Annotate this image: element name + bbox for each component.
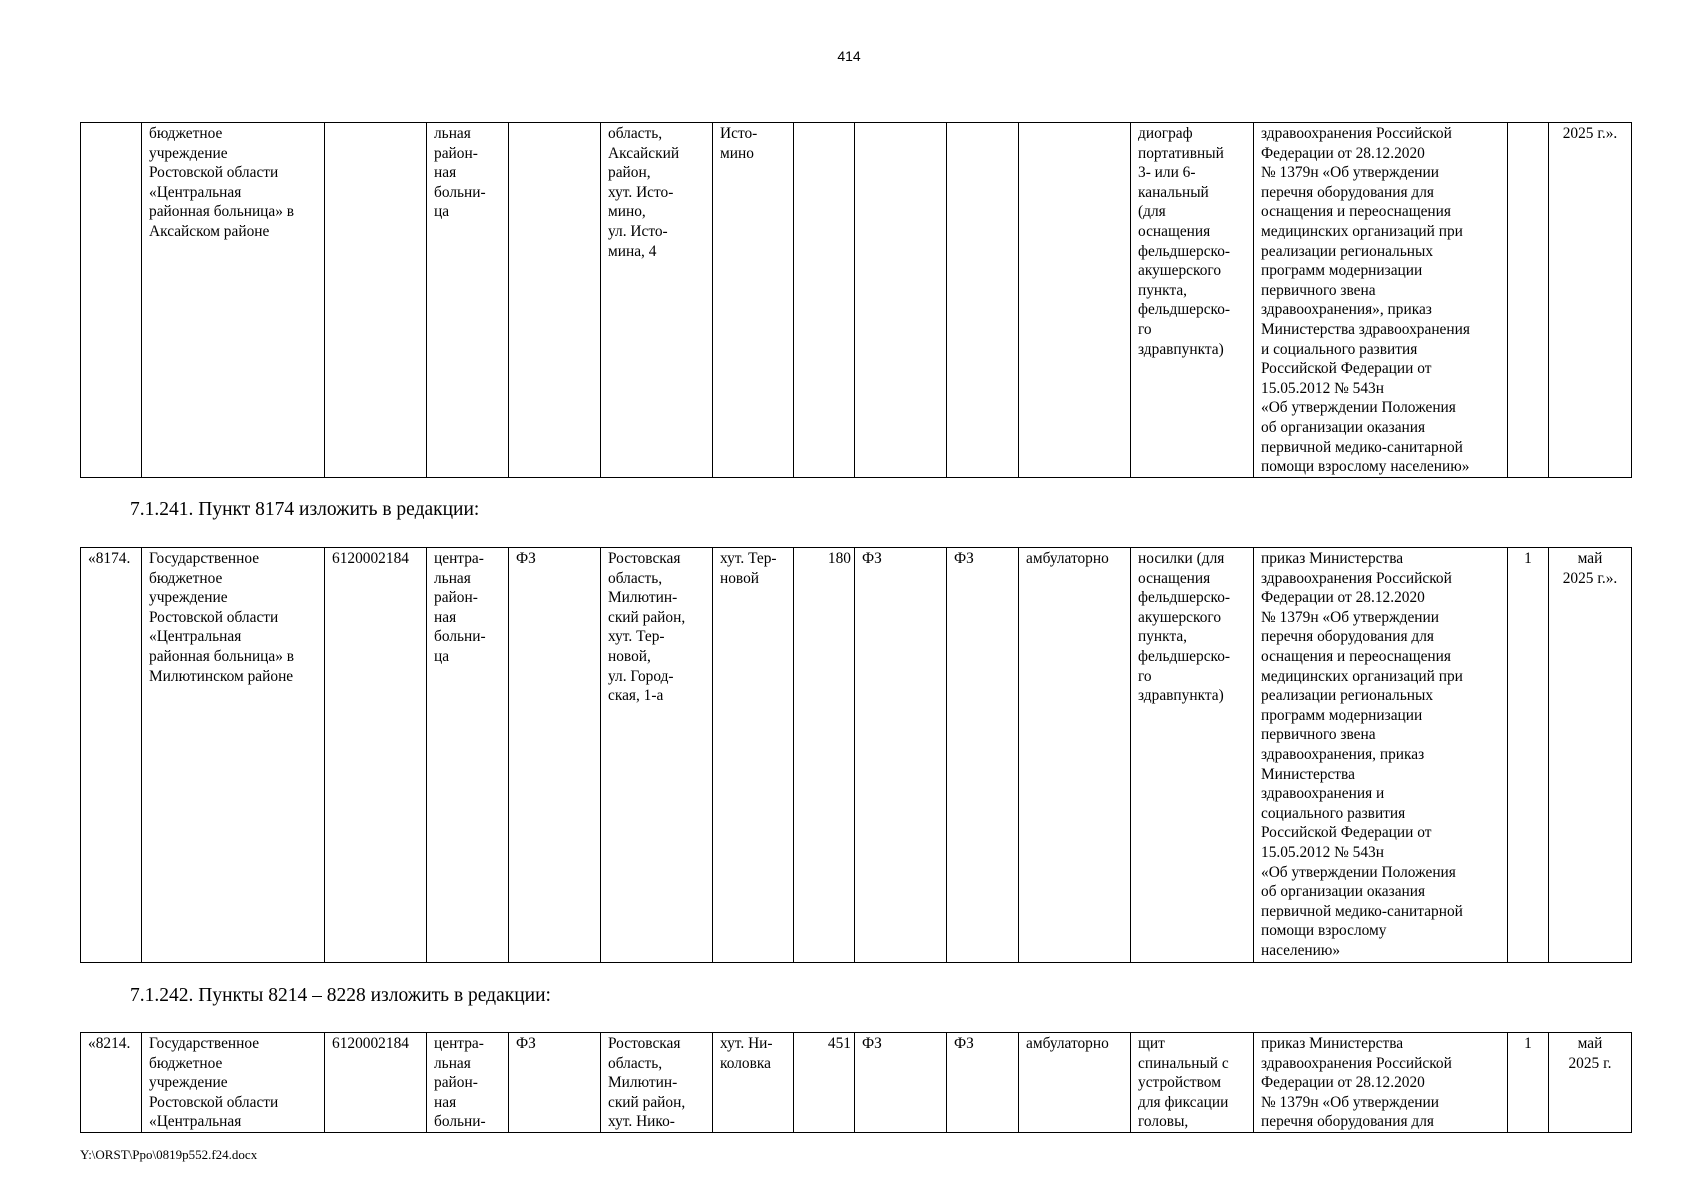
table-row xyxy=(81,123,1632,478)
unit-form-3: ФЗ xyxy=(947,548,1019,963)
locality: Исто- мино xyxy=(713,123,794,478)
deadline: 2025 г.». xyxy=(1549,123,1632,478)
care-conditions: амбулаторно xyxy=(1019,1033,1131,1133)
equipment: щит спинальный с устройством для фиксации головы, xyxy=(1131,1033,1254,1133)
organization-name: Государственное бюджетное учреждение Ростовской области «Центральная районная больница» в Милютинском районе xyxy=(142,548,325,963)
organization-name: Государственное бюджетное учреждение Ростовской области «Центральная xyxy=(142,1033,325,1133)
table-row xyxy=(81,548,1632,963)
deadline: май 2025 г. xyxy=(1549,1033,1632,1133)
row-number xyxy=(81,123,142,478)
equipment: диограф портативный 3- или 6- канальный (для оснащения фельдшерско- акушерского пункта, фельдшерско- го здравпункта) xyxy=(1131,123,1254,478)
address: Ростовская область, Милютин- ский район, хут. Нико- xyxy=(601,1033,713,1133)
population: 180 xyxy=(794,548,855,963)
inn xyxy=(325,123,427,478)
population xyxy=(794,123,855,478)
institution-type: центра- льная район- ная больни- xyxy=(427,1033,509,1133)
unit-form-3: ФЗ xyxy=(947,1033,1019,1133)
locality: хут. Ни- коловка xyxy=(713,1033,794,1133)
organization-name: бюджетное учреждение Ростовской области «Центральная районная больница» в Аксайском районе xyxy=(142,123,325,478)
legal-basis: приказ Министерства здравоохранения Российской Федерации от 28.12.2020 № 1379н «Об утверждении перечня оборудования для оснащения и переоснащения медицинских организаций при реализации региональных программ модернизации первичного звена здравоохранения, приказ Министерства здравоохранения и социального развития Российской Федерации от 15.05.2012 № 543н «Об утверждении Положения об организации оказания первичной медико-санитарной помощи взрослому населению» xyxy=(1254,548,1508,963)
institution-type: льная район- ная больни- ца xyxy=(427,123,509,478)
table-row xyxy=(81,1033,1632,1133)
care-conditions xyxy=(1019,123,1131,478)
quantity: 1 xyxy=(1508,548,1549,963)
deadline: май 2025 г.». xyxy=(1549,548,1632,963)
equipment: носилки (для оснащения фельдшерско- акушерского пункта, фельдшерско- го здравпункта) xyxy=(1131,548,1254,963)
address: область, Аксайский район, хут. Исто- мино, ул. Исто- мина, 4 xyxy=(601,123,713,478)
unit-form: ФЗ xyxy=(509,548,601,963)
legal-basis: приказ Министерства здравоохранения Российской Федерации от 28.12.2020 № 1379н «Об утверждении перечня оборудования для xyxy=(1254,1033,1508,1133)
locality: хут. Тер- новой xyxy=(713,548,794,963)
row-number: «8214. xyxy=(81,1033,142,1133)
unit-form: ФЗ xyxy=(509,1033,601,1133)
quantity xyxy=(1508,123,1549,478)
legal-basis: здравоохранения Российской Федерации от 28.12.2020 № 1379н «Об утверждении перечня оборудования для оснащения и переоснащения медицинских организаций при реализации региональных программ модернизации первичного звена здравоохранения», приказ Министерства здравоохранения и социального развития Российской Федерации от 15.05.2012 № 543н «Об утверждении Положения об организации оказания первичной медико-санитарной помощи взрослому населению» xyxy=(1254,123,1508,478)
continued-table xyxy=(80,122,1632,478)
care-conditions: амбулаторно xyxy=(1019,548,1131,963)
unit-form-3 xyxy=(947,123,1019,478)
inn: 6120002184 xyxy=(325,1033,427,1133)
unit-form-2: ФЗ xyxy=(855,548,947,963)
item-8214-table xyxy=(80,1032,1632,1133)
unit-form xyxy=(509,123,601,478)
quantity: 1 xyxy=(1508,1033,1549,1133)
institution-type: центра- льная район- ная больни- ца xyxy=(427,548,509,963)
paragraph-7-1-242: 7.1.242. Пункты 8214 – 8228 изложить в редакции: xyxy=(130,985,551,1006)
row-number: «8174. xyxy=(81,548,142,963)
unit-form-2 xyxy=(855,123,947,478)
inn: 6120002184 xyxy=(325,548,427,963)
item-8174-table xyxy=(80,547,1632,963)
paragraph-7-1-241: 7.1.241. Пункт 8174 изложить в редакции: xyxy=(130,499,480,520)
population: 451 xyxy=(794,1033,855,1133)
file-path-footer: Y:\ORST\Ppo\0819p552.f24.docx xyxy=(80,1147,258,1162)
address: Ростовская область, Милютин- ский район, хут. Тер- новой, ул. Город- ская, 1-а xyxy=(601,548,713,963)
unit-form-2: ФЗ xyxy=(855,1033,947,1133)
page-number: 414 xyxy=(837,48,861,64)
